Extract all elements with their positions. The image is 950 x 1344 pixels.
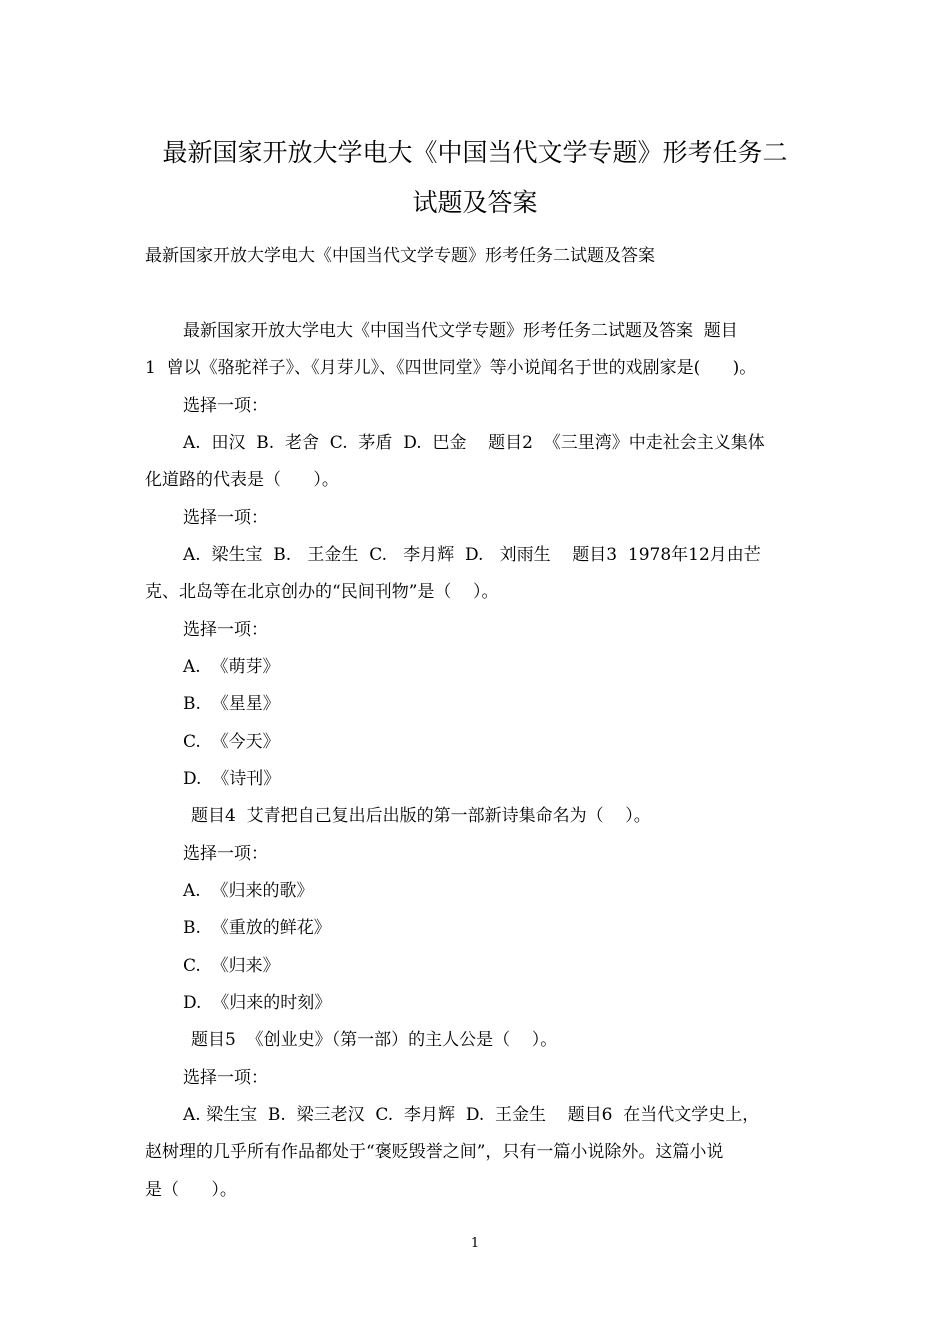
choice-prompt: 选择一项： [183,1068,268,1088]
option-line: B. 《星星》 [183,694,280,714]
paragraph-line: 是（ ）。 [145,1180,237,1200]
option-line: C. 《今天》 [183,732,280,752]
option-line: D. 《诗刊》 [183,769,281,789]
option-line: A. 《归来的歌》 [183,881,314,901]
question-line: 题目4 艾青把自己复出后出版的第一部新诗集命名为（ ）。 [191,806,651,826]
paragraph-line: A. 田汉 B. 老舍 C. 茅盾 D. 巴金 题目2 《三里湾》中走社会主义集体 [183,433,765,453]
question-line: 题目5 《创业史》（第一部）的主人公是（ ）。 [191,1030,558,1050]
paragraph-line: A. 梁生宝 B. 梁三老汉 C. 李月辉 D. 王金生 题目6 在当代文学史上， [183,1105,760,1125]
choice-prompt: 选择一项： [183,844,268,864]
document-title-line-2: 试题及答案 [412,188,538,217]
option-line: B. 《重放的鲜花》 [183,918,331,938]
document-title-line-1: 最新国家开放大学电大《中国当代文学专题》形考任务二 [162,138,788,167]
paragraph-line: A. 梁生宝 B. 王金生 C. 李月辉 D. 刘雨生 题目3 1978年12月由芒 [183,545,761,565]
document-subtitle: 最新国家开放大学电大《中国当代文学专题》形考任务二试题及答案 [145,246,655,266]
option-line: C. 《归来》 [183,956,280,976]
paragraph-line: 最新国家开放大学电大《中国当代文学专题》形考任务二试题及答案 题目 [183,321,738,341]
option-line: A. 《萌芽》 [183,657,280,677]
choice-prompt: 选择一项： [183,620,268,640]
option-line: D. 《归来的时刻》 [183,993,332,1013]
choice-prompt: 选择一项： [183,508,268,528]
paragraph-line: 赵树理的几乎所有作品都处于“褒贬毁誉之间”，只有一篇小说除外。这篇小说 [145,1142,724,1162]
choice-prompt: 选择一项： [183,396,268,416]
paragraph-line: 克、北岛等在北京创办的“民间刊物”是（ ）。 [145,582,499,602]
paragraph-line: 化道路的代表是（ ）。 [145,470,339,490]
page-number: 1 [470,1236,480,1251]
paragraph-line: 1 曾以《骆驼祥子》、《月芽儿》、《四世同堂》等小说闻名于世的戏剧家是( )。 [145,358,757,378]
